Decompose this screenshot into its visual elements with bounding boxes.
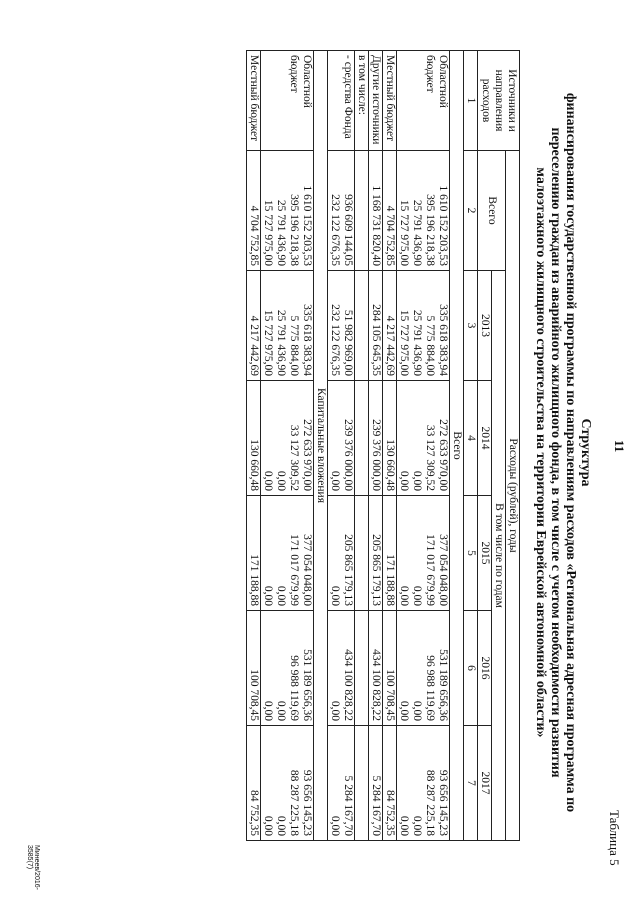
header-year-2017: 2017 [478, 726, 492, 841]
table-cell: 272 633 970,00 33 127 309,52 0,00 0,00 [261, 381, 314, 496]
table-cell: 205 865 179,13 0,00 [328, 496, 355, 611]
table-cell: 335 618 383,94 5 775 884,00 25 791 436,90 15 727 975,00 [261, 271, 314, 381]
table-cell: 4 217 442,69 [383, 271, 397, 381]
table-cell: 171 188,88 [247, 496, 261, 611]
index-cell: 2 [464, 151, 478, 271]
title-line-1: финансирования государственной программы по направлениям расходов «Региональная адресная программа по [563, 92, 578, 813]
header-row-2 [492, 51, 506, 841]
table-cell: 531 189 656,36 96 988 119,69 0,00 0,00 [397, 611, 450, 726]
table-row [355, 51, 369, 841]
table-label: Таблица 5 [607, 810, 622, 866]
table-cell [355, 151, 369, 271]
title-line-3: малоэтажного жилищного строительства на территории Еврейской автономной области» [533, 167, 548, 738]
section-capital-label: Капитальные вложения [314, 51, 328, 841]
table-cell: 434 100 828,22 0,00 [328, 611, 355, 726]
row-source: Местный бюджет [247, 51, 261, 151]
table-cell [355, 496, 369, 611]
table-cell [355, 381, 369, 496]
index-cell: 4 [464, 381, 478, 496]
header-year-2014: 2014 [478, 381, 492, 496]
table-cell: 1 610 152 203,53 395 196 218,38 25 791 436,90 15 727 975,00 [397, 151, 450, 271]
row-source: - средства Фонда [328, 51, 355, 151]
section-row-capital [314, 51, 328, 841]
title-line-2: переселению граждан из аварийного жилищного фонда, в том числе с учетом необходимости развития [548, 127, 563, 778]
header-year-2015: 2015 [478, 496, 492, 611]
table-cell [355, 271, 369, 381]
index-cell: 5 [464, 496, 478, 611]
header-by-year: В том числе по годам [492, 271, 506, 841]
header-source: Источники и направления расходов [478, 51, 520, 151]
table-cell: 531 189 656,36 96 988 119,69 0,00 0,00 [261, 611, 314, 726]
table-cell: 51 982 969,00 232 122 676,35 [328, 271, 355, 381]
table-cell: 93 656 145,23 88 287 225,18 0,00 0,00 [397, 726, 450, 841]
table-row [397, 51, 450, 841]
table-cell: 84 752,35 [383, 726, 397, 841]
table-cell [355, 726, 369, 841]
row-source: Областной бюджет [397, 51, 450, 151]
table-cell: 130 660,48 [383, 381, 397, 496]
table-cell: 171 188,88 [383, 496, 397, 611]
table-row [369, 51, 383, 841]
table-cell: 434 100 828,22 [369, 611, 383, 726]
header-total: Всего [478, 151, 506, 271]
table-cell: 5 284 167,70 0,00 [328, 726, 355, 841]
table-cell: 1 610 152 203,53 395 196 218,38 25 791 436,90 15 727 975,00 [261, 151, 314, 271]
table-cell: 377 054 048,00 171 017 679,99 0,00 0,00 [397, 496, 450, 611]
header-year-2013: 2013 [478, 271, 492, 381]
index-row [464, 51, 478, 841]
row-source: Местный бюджет [383, 51, 397, 151]
table-cell [355, 611, 369, 726]
index-cell: 3 [464, 271, 478, 381]
table-cell: 130 660,48 [247, 381, 261, 496]
row-source: Областной бюджет [261, 51, 314, 151]
table-row [247, 51, 261, 841]
document-title [533, 60, 593, 845]
section-row-total [450, 51, 464, 841]
table-cell: 5 284 167,70 [369, 726, 383, 841]
row-source: в том числе: [355, 51, 369, 151]
header-row-1 [506, 51, 520, 841]
table-cell: 335 618 383,94 5 775 884,00 25 791 436,90 15 727 975,00 [397, 271, 450, 381]
table-row [328, 51, 355, 841]
title-main: Структура [578, 418, 593, 487]
table-cell: 284 105 645,35 [369, 271, 383, 381]
row-source: Другие источники [369, 51, 383, 151]
header-expenses: Расходы (рублей), годы [506, 151, 520, 841]
table-cell: 4 217 442,69 [247, 271, 261, 381]
section-total-label: Всего [450, 51, 464, 841]
table-cell: 936 609 144,05 232 122 676,35 [328, 151, 355, 271]
table-cell: 84 752,35 [247, 726, 261, 841]
table-cell: 239 376 000,00 0,00 [328, 381, 355, 496]
page-number: 11 [612, 440, 627, 453]
index-cell: 1 [464, 51, 478, 151]
table-cell: 205 865 179,13 [369, 496, 383, 611]
table-cell: 100 708,45 [383, 611, 397, 726]
table-row [383, 51, 397, 841]
table-cell: 100 708,45 [247, 611, 261, 726]
table-cell: 4 704 752,85 [247, 151, 261, 271]
header-year-2016: 2016 [478, 611, 492, 726]
footer-note: Минеев/2016-3585(7) [26, 845, 40, 890]
index-cell: 7 [464, 726, 478, 841]
financing-table [246, 50, 520, 841]
table-cell: 272 633 970,00 33 127 309,52 0,00 0,00 [397, 381, 450, 496]
table-row [261, 51, 314, 841]
table-cell: 239 376 000,00 [369, 381, 383, 496]
index-cell: 6 [464, 611, 478, 726]
table-cell: 4 704 752,85 [383, 151, 397, 271]
table-cell: 93 656 145,23 88 287 225,18 0,00 0,00 [261, 726, 314, 841]
table-cell: 377 054 048,00 171 017 679,99 0,00 0,00 [261, 496, 314, 611]
table-cell: 1 168 731 820,40 [369, 151, 383, 271]
